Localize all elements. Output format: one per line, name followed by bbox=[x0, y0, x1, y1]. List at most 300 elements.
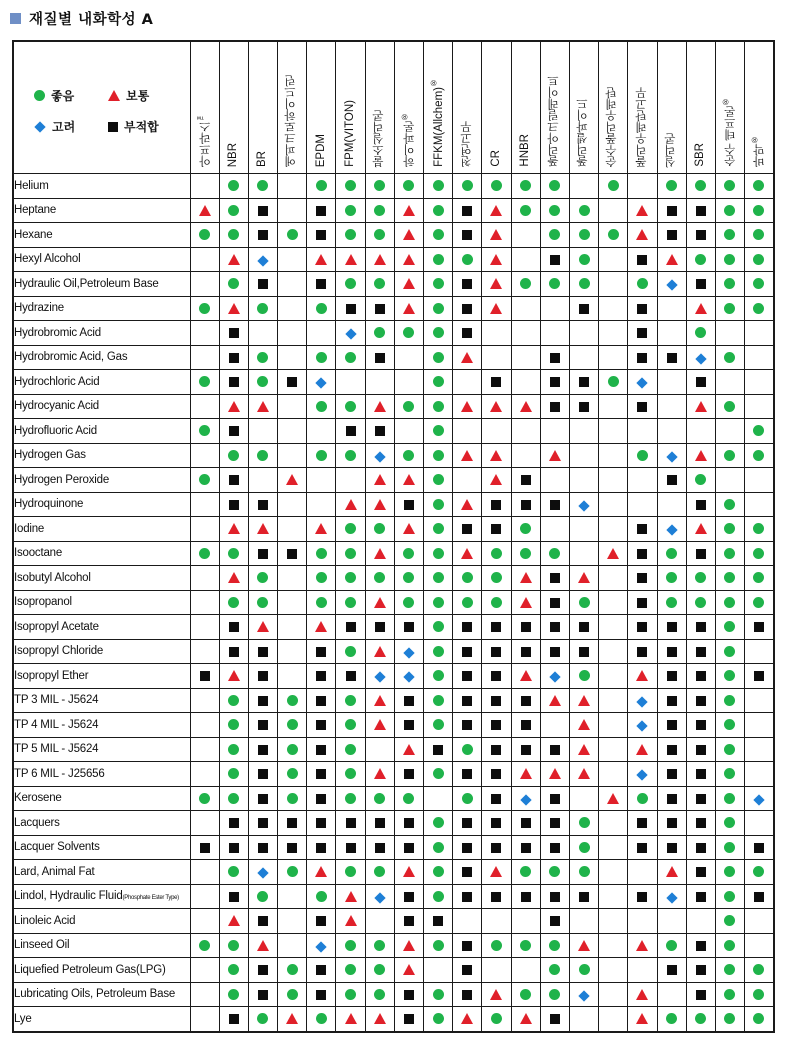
rating-cell bbox=[248, 737, 277, 762]
unsuitable-square-icon bbox=[229, 818, 239, 828]
rating-cell bbox=[628, 786, 657, 811]
table-row bbox=[13, 664, 774, 689]
rating-cell bbox=[569, 443, 598, 468]
unsuitable-square-icon bbox=[462, 892, 472, 902]
good-circle-icon bbox=[374, 205, 385, 216]
unsuitable-square-icon bbox=[375, 622, 385, 632]
rating-cell bbox=[365, 737, 394, 762]
good-circle-icon bbox=[345, 964, 356, 975]
rating-cell bbox=[628, 370, 657, 395]
rating-cell bbox=[628, 811, 657, 836]
rating-cell bbox=[248, 492, 277, 517]
unsuitable-square-icon bbox=[462, 671, 472, 681]
good-circle-icon bbox=[345, 646, 356, 657]
chemical-name: Hydraulic Oil,Petroleum Base bbox=[13, 272, 190, 297]
unsuitable-square-icon bbox=[346, 426, 356, 436]
fair-triangle-icon bbox=[403, 523, 415, 534]
rating-cell bbox=[511, 517, 540, 542]
title-square-icon bbox=[10, 13, 21, 24]
rating-cell bbox=[482, 737, 511, 762]
good-circle-icon bbox=[753, 1013, 764, 1024]
rating-cell bbox=[394, 492, 423, 517]
rating-cell bbox=[453, 321, 482, 346]
material-header bbox=[540, 41, 569, 174]
rating-cell bbox=[278, 688, 307, 713]
fair-triangle-icon bbox=[403, 940, 415, 951]
good-circle-icon bbox=[695, 254, 706, 265]
rating-cell bbox=[745, 860, 774, 885]
rating-cell bbox=[715, 590, 744, 615]
rating-cell bbox=[715, 296, 744, 321]
rating-cell bbox=[686, 713, 715, 738]
good-circle-icon bbox=[199, 229, 210, 240]
rating-cell bbox=[599, 443, 628, 468]
unsuitable-square-icon bbox=[258, 720, 268, 730]
rating-cell bbox=[365, 198, 394, 223]
good-circle-icon bbox=[433, 450, 444, 461]
good-circle-icon bbox=[433, 548, 444, 559]
unsuitable-square-icon bbox=[550, 255, 560, 265]
rating-cell bbox=[569, 811, 598, 836]
rating-cell bbox=[190, 517, 219, 542]
rating-cell bbox=[511, 394, 540, 419]
unsuitable-square-icon bbox=[404, 1014, 414, 1024]
consider-diamond-icon bbox=[374, 892, 385, 903]
good-circle-icon bbox=[579, 278, 590, 289]
unsuitable-square-icon bbox=[579, 304, 589, 314]
rating-cell bbox=[424, 884, 453, 909]
unsuitable-square-icon bbox=[579, 377, 589, 387]
rating-cell bbox=[336, 394, 365, 419]
rating-cell bbox=[569, 566, 598, 591]
rating-cell bbox=[715, 345, 744, 370]
rating-cell bbox=[365, 811, 394, 836]
rating-cell bbox=[453, 590, 482, 615]
rating-cell bbox=[365, 321, 394, 346]
rating-cell bbox=[745, 345, 774, 370]
material-header-label: 폴리셀파이드 bbox=[577, 98, 590, 167]
rating-cell bbox=[569, 615, 598, 640]
fair-triangle-icon bbox=[345, 1013, 357, 1024]
good-circle-icon bbox=[199, 425, 210, 436]
rating-cell bbox=[190, 468, 219, 493]
fair-triangle-icon bbox=[578, 695, 590, 706]
rating-cell bbox=[190, 737, 219, 762]
page-title bbox=[10, 7, 153, 29]
rating-cell bbox=[511, 860, 540, 885]
good-circle-icon bbox=[345, 229, 356, 240]
rating-cell bbox=[482, 345, 511, 370]
fair-triangle-icon bbox=[461, 1013, 473, 1024]
rating-cell bbox=[394, 517, 423, 542]
rating-cell bbox=[394, 737, 423, 762]
rating-cell bbox=[628, 541, 657, 566]
rating-cell bbox=[453, 174, 482, 199]
good-circle-icon bbox=[462, 572, 473, 583]
unsuitable-square-icon bbox=[550, 745, 560, 755]
rating-cell bbox=[657, 713, 686, 738]
rating-cell bbox=[482, 198, 511, 223]
consider-diamond-icon bbox=[666, 280, 677, 291]
fair-triangle-icon bbox=[666, 254, 678, 265]
good-circle-icon bbox=[695, 1013, 706, 1024]
unsuitable-square-icon bbox=[258, 696, 268, 706]
chemical-name: Lacquer Solvents bbox=[13, 835, 190, 860]
table-row bbox=[13, 884, 774, 909]
table-row bbox=[13, 958, 774, 983]
rating-cell bbox=[745, 884, 774, 909]
fair-triangle-icon bbox=[520, 670, 532, 681]
rating-cell bbox=[686, 247, 715, 272]
unsuitable-square-icon bbox=[258, 818, 268, 828]
rating-cell bbox=[307, 370, 336, 395]
rating-cell bbox=[365, 468, 394, 493]
rating-cell bbox=[482, 517, 511, 542]
rating-cell bbox=[307, 884, 336, 909]
rating-cell bbox=[715, 933, 744, 958]
unsuitable-square-icon bbox=[108, 122, 118, 132]
unsuitable-square-icon bbox=[462, 279, 472, 289]
unsuitable-square-icon bbox=[316, 279, 326, 289]
rating-cell bbox=[657, 860, 686, 885]
material-header-label: 바막® bbox=[750, 135, 767, 167]
rating-cell bbox=[424, 517, 453, 542]
rating-cell bbox=[336, 468, 365, 493]
rating-cell bbox=[278, 982, 307, 1007]
rating-cell bbox=[190, 909, 219, 934]
rating-cell bbox=[657, 223, 686, 248]
good-circle-icon bbox=[462, 744, 473, 755]
rating-cell bbox=[248, 272, 277, 297]
good-circle-icon bbox=[753, 303, 764, 314]
rating-cell bbox=[278, 566, 307, 591]
rating-cell bbox=[190, 590, 219, 615]
good-circle-icon bbox=[724, 205, 735, 216]
table-row bbox=[13, 615, 774, 640]
fair-triangle-icon bbox=[490, 474, 502, 485]
good-circle-icon bbox=[724, 940, 735, 951]
rating-cell bbox=[511, 982, 540, 1007]
chemical-resistance-table bbox=[12, 40, 775, 1033]
unsuitable-square-icon bbox=[550, 1014, 560, 1024]
rating-cell bbox=[336, 982, 365, 1007]
rating-cell bbox=[511, 786, 540, 811]
rating-cell bbox=[219, 198, 248, 223]
rating-cell bbox=[628, 737, 657, 762]
unsuitable-square-icon bbox=[667, 353, 677, 363]
rating-cell bbox=[365, 492, 394, 517]
unsuitable-square-icon bbox=[521, 843, 531, 853]
rating-cell bbox=[336, 1007, 365, 1032]
rating-cell bbox=[307, 272, 336, 297]
chemical-name: TP 5 MIL - J5624 bbox=[13, 737, 190, 762]
good-circle-icon bbox=[695, 597, 706, 608]
unsuitable-square-icon bbox=[258, 769, 268, 779]
unsuitable-square-icon bbox=[637, 549, 647, 559]
material-header-label: 순수 테프론® bbox=[721, 97, 738, 167]
rating-cell bbox=[482, 958, 511, 983]
fair-triangle-icon bbox=[403, 254, 415, 265]
good-circle-icon bbox=[637, 450, 648, 461]
good-circle-icon bbox=[433, 940, 444, 951]
table-row bbox=[13, 198, 774, 223]
good-circle-icon bbox=[462, 254, 473, 265]
rating-cell bbox=[336, 419, 365, 444]
fair-triangle-icon bbox=[578, 768, 590, 779]
rating-cell bbox=[365, 1007, 394, 1032]
good-circle-icon bbox=[753, 180, 764, 191]
unsuitable-square-icon bbox=[667, 647, 677, 657]
rating-cell bbox=[278, 664, 307, 689]
material-header bbox=[190, 41, 219, 174]
rating-cell bbox=[453, 517, 482, 542]
unsuitable-square-icon bbox=[229, 500, 239, 510]
chemical-name: Hydrogen Gas bbox=[13, 443, 190, 468]
good-circle-icon bbox=[724, 768, 735, 779]
rating-cell bbox=[599, 958, 628, 983]
rating-cell bbox=[628, 272, 657, 297]
rating-cell bbox=[715, 174, 744, 199]
fair-triangle-icon bbox=[228, 303, 240, 314]
rating-cell bbox=[511, 541, 540, 566]
rating-cell bbox=[657, 615, 686, 640]
rating-cell bbox=[453, 786, 482, 811]
rating-cell bbox=[657, 982, 686, 1007]
rating-cell bbox=[365, 296, 394, 321]
unsuitable-square-icon bbox=[667, 475, 677, 485]
rating-cell bbox=[599, 394, 628, 419]
rating-cell bbox=[190, 541, 219, 566]
good-circle-icon bbox=[287, 229, 298, 240]
rating-cell bbox=[715, 909, 744, 934]
rating-cell bbox=[482, 468, 511, 493]
unsuitable-square-icon bbox=[667, 671, 677, 681]
consider-diamond-icon bbox=[578, 990, 589, 1001]
rating-cell bbox=[569, 345, 598, 370]
rating-cell bbox=[599, 198, 628, 223]
rating-cell bbox=[715, 639, 744, 664]
rating-cell bbox=[365, 958, 394, 983]
good-circle-icon bbox=[228, 989, 239, 1000]
rating-cell bbox=[599, 835, 628, 860]
rating-cell bbox=[278, 590, 307, 615]
unsuitable-square-icon bbox=[521, 720, 531, 730]
good-circle-icon bbox=[724, 499, 735, 510]
rating-cell bbox=[511, 296, 540, 321]
unsuitable-square-icon bbox=[375, 304, 385, 314]
rating-cell bbox=[365, 884, 394, 909]
good-circle-icon bbox=[433, 621, 444, 632]
rating-cell bbox=[569, 296, 598, 321]
rating-cell bbox=[336, 884, 365, 909]
rating-cell bbox=[365, 272, 394, 297]
rating-cell bbox=[394, 933, 423, 958]
rating-cell bbox=[745, 639, 774, 664]
rating-cell bbox=[365, 713, 394, 738]
material-header bbox=[628, 41, 657, 174]
rating-cell bbox=[336, 615, 365, 640]
unsuitable-square-icon bbox=[258, 794, 268, 804]
rating-cell bbox=[540, 247, 569, 272]
rating-cell bbox=[569, 982, 598, 1007]
rating-cell bbox=[190, 247, 219, 272]
rating-cell bbox=[365, 860, 394, 885]
rating-cell bbox=[219, 688, 248, 713]
rating-cell bbox=[453, 762, 482, 787]
good-circle-icon bbox=[433, 425, 444, 436]
rating-cell bbox=[599, 909, 628, 934]
rating-cell bbox=[365, 517, 394, 542]
rating-cell bbox=[715, 737, 744, 762]
unsuitable-square-icon bbox=[462, 328, 472, 338]
rating-cell bbox=[394, 958, 423, 983]
unsuitable-square-icon bbox=[316, 745, 326, 755]
consider-diamond-icon bbox=[257, 255, 268, 266]
rating-cell bbox=[307, 664, 336, 689]
material-header bbox=[599, 41, 628, 174]
rating-cell bbox=[453, 247, 482, 272]
fair-triangle-icon bbox=[374, 597, 386, 608]
good-circle-icon bbox=[345, 352, 356, 363]
rating-cell bbox=[307, 468, 336, 493]
good-circle-icon bbox=[345, 940, 356, 951]
fair-triangle-icon bbox=[578, 719, 590, 730]
unsuitable-square-icon bbox=[637, 573, 647, 583]
good-circle-icon bbox=[753, 278, 764, 289]
rating-cell bbox=[482, 860, 511, 885]
chemical-name: Liquefied Petroleum Gas(LPG) bbox=[13, 958, 190, 983]
material-header-label: BR bbox=[256, 151, 269, 167]
good-circle-icon bbox=[462, 180, 473, 191]
unsuitable-square-icon bbox=[491, 720, 501, 730]
rating-cell bbox=[365, 909, 394, 934]
rating-cell bbox=[511, 345, 540, 370]
rating-cell bbox=[190, 394, 219, 419]
fair-triangle-icon bbox=[374, 646, 386, 657]
rating-cell bbox=[657, 884, 686, 909]
rating-cell bbox=[628, 688, 657, 713]
unsuitable-square-icon bbox=[462, 818, 472, 828]
good-circle-icon bbox=[199, 376, 210, 387]
material-header-label: 에피크로하이드린 bbox=[285, 75, 298, 167]
consider-diamond-icon bbox=[316, 941, 327, 952]
rating-cell bbox=[336, 247, 365, 272]
rating-cell bbox=[424, 419, 453, 444]
rating-cell bbox=[540, 639, 569, 664]
rating-cell bbox=[599, 590, 628, 615]
rating-cell bbox=[394, 296, 423, 321]
rating-cell bbox=[540, 443, 569, 468]
good-circle-icon bbox=[403, 548, 414, 559]
rating-cell bbox=[424, 345, 453, 370]
fair-triangle-icon bbox=[607, 548, 619, 559]
material-header-label: 천연고무 bbox=[460, 121, 473, 167]
rating-cell bbox=[540, 345, 569, 370]
rating-cell bbox=[569, 370, 598, 395]
fair-triangle-icon bbox=[636, 229, 648, 240]
rating-cell bbox=[424, 615, 453, 640]
unsuitable-square-icon bbox=[404, 720, 414, 730]
good-circle-icon bbox=[345, 768, 356, 779]
good-circle-icon bbox=[491, 1013, 502, 1024]
consider-diamond-icon bbox=[316, 378, 327, 389]
unsuitable-square-icon bbox=[667, 696, 677, 706]
good-circle-icon bbox=[287, 793, 298, 804]
rating-cell bbox=[394, 590, 423, 615]
good-circle-icon bbox=[345, 597, 356, 608]
fair-triangle-icon bbox=[228, 670, 240, 681]
unsuitable-square-icon bbox=[637, 647, 647, 657]
rating-cell bbox=[394, 247, 423, 272]
rating-cell bbox=[394, 419, 423, 444]
unsuitable-square-icon bbox=[550, 794, 560, 804]
unsuitable-square-icon bbox=[316, 916, 326, 926]
good-circle-icon bbox=[579, 205, 590, 216]
good-circle-icon bbox=[257, 891, 268, 902]
good-circle-icon bbox=[637, 793, 648, 804]
rating-cell bbox=[569, 639, 598, 664]
rating-cell bbox=[686, 517, 715, 542]
consider-diamond-icon bbox=[374, 451, 385, 462]
rating-cell bbox=[307, 811, 336, 836]
rating-cell bbox=[278, 468, 307, 493]
rating-cell bbox=[511, 762, 540, 787]
rating-cell bbox=[248, 884, 277, 909]
good-circle-icon bbox=[753, 425, 764, 436]
rating-cell bbox=[307, 860, 336, 885]
good-circle-icon bbox=[520, 548, 531, 559]
rating-cell bbox=[482, 492, 511, 517]
rating-cell bbox=[453, 835, 482, 860]
rating-cell bbox=[424, 909, 453, 934]
unsuitable-square-icon bbox=[316, 230, 326, 240]
good-circle-icon bbox=[549, 989, 560, 1000]
rating-cell bbox=[540, 370, 569, 395]
good-circle-icon bbox=[549, 278, 560, 289]
good-circle-icon bbox=[228, 866, 239, 877]
rating-cell bbox=[248, 811, 277, 836]
consider-diamond-icon bbox=[637, 696, 648, 707]
good-circle-icon bbox=[228, 597, 239, 608]
table-row bbox=[13, 688, 774, 713]
rating-cell bbox=[540, 688, 569, 713]
rating-cell bbox=[190, 713, 219, 738]
fair-triangle-icon bbox=[636, 205, 648, 216]
rating-cell bbox=[424, 443, 453, 468]
good-circle-icon bbox=[374, 278, 385, 289]
good-circle-icon bbox=[316, 303, 327, 314]
rating-cell bbox=[482, 688, 511, 713]
rating-cell bbox=[219, 321, 248, 346]
chemical-name: TP 3 MIL - J5624 bbox=[13, 688, 190, 713]
fair-triangle-icon bbox=[520, 401, 532, 412]
rating-cell bbox=[628, 958, 657, 983]
unsuitable-square-icon bbox=[316, 990, 326, 1000]
unsuitable-square-icon bbox=[346, 843, 356, 853]
good-circle-icon bbox=[345, 695, 356, 706]
rating-cell bbox=[365, 566, 394, 591]
rating-cell bbox=[248, 566, 277, 591]
rating-cell bbox=[365, 933, 394, 958]
rating-cell bbox=[394, 223, 423, 248]
rating-cell bbox=[394, 345, 423, 370]
unsuitable-square-icon bbox=[696, 647, 706, 657]
rating-cell bbox=[628, 590, 657, 615]
rating-cell bbox=[540, 517, 569, 542]
rating-cell bbox=[278, 884, 307, 909]
rating-cell bbox=[511, 370, 540, 395]
fair-triangle-icon bbox=[490, 401, 502, 412]
